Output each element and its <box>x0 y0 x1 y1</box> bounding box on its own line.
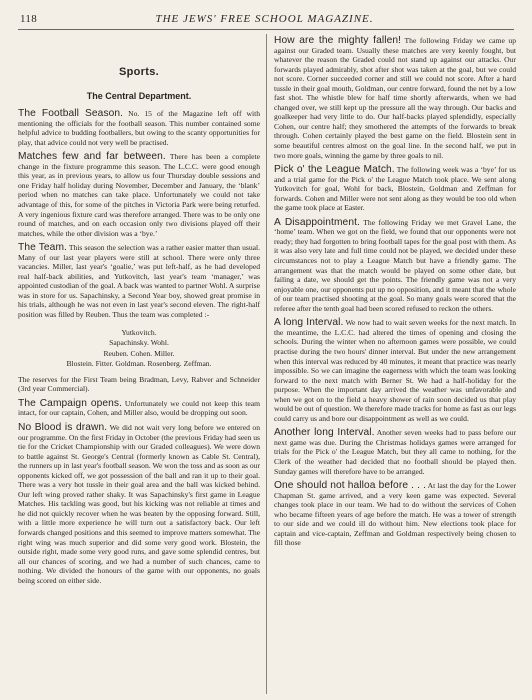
team-line: Reuben. Cohen. Miller. <box>103 348 175 358</box>
paragraph-text: No. 15 of the Magazine left off with mentioning the officials for the football season. This number contained some helpful advice to budding footballers, but owing to the scanty opportunities for play, that advice could not very well be practised. <box>18 109 260 147</box>
right-column <box>274 36 516 553</box>
paragraph-lead: How are the mighty fallen! <box>274 35 402 46</box>
paragraph-text: Unfortunately we could not keep this team intact, for our captain, Cohen, and Miller also, would be dropping out soon. <box>18 398 260 418</box>
paragraph <box>18 423 260 585</box>
column-divider <box>266 34 267 694</box>
paragraph <box>274 318 516 423</box>
paragraph-text: The following Friday we met Gravel Lane, the ‘home’ team. When we got on the field, we found that our opponents were not ready; they had forgotten to bring football tapes for the goal post with them. As it was also very late and full time could not be played, we decided under these circumstances not to play a League Match but have a friendly game. The arrangement was that the match would be played on some other date, but failing a date, we should get the points. The friendly game was not a very enjoyable one, our opponents put up no opposition, and it meant that the whole of our team practised shooting at the goal. So many goals were scored that the referee after the tenth goal had been scored refused to reckon the others. <box>274 217 516 313</box>
paragraph-lead: The Team. <box>18 242 67 254</box>
magazine-title: THE JEWS' FREE SCHOOL MAGAZINE. <box>155 13 374 25</box>
page-header <box>20 10 512 28</box>
paragraph <box>18 109 260 147</box>
paragraph-text: There has been a complete change in the fixture programme this season. The L.C.C. were good enough this year, as in previous years, to allow us four Thursday double sessions and one Friday half holiday during November, December and January, the ‘blank’ period when no matches can take place. Unfortunately we could not take advantage of this, for some of the pitches in Victoria Park were being returfed. A very ingenious fixture card was therefore arranged. There was to be only one round of matches, and on each occasion only two divisions played off their matches, while the other division was a ‘bye.’ <box>18 152 260 238</box>
team-line: Blostein. Fitter. Goldman. Rosenberg. Zeffman. <box>66 359 212 369</box>
team-line: Yutkovitch. <box>121 327 157 337</box>
team-line: Sapachinsky. Wohl. <box>109 338 169 348</box>
paragraph-text: Another seven weeks had to pass before our next game was due. During the Christmas holidays games were arranged for trials for the Pick o' the League Match, but they all came to nothing, for the Clerk of the weather had decided that no football should be played then. Sunday games will therefore have to be arranged. <box>274 428 516 476</box>
paragraph-text: The following Friday we came up against our Graded team. Usually these matches are very keenly fought, but whatever the reason the Graded could not stand up against our attacks. Our forwards played admirably, shot after shot was taken at the goal, but we could not score. Corner succeeded corner and still we could not score. After a hard tussle in their goal mouth, Goldman, our centre forward, found the net by a low fast shot. The whistle blew for half time shortly afterwards, when we had changed over, we still kept up the pressure all the way through. Our backs and goalkeeper had very little to do. Our half-backs played splendidly, especially Cohen, our centre half; they smothered the attempts of the forwards to break through. Cohen certainly played the best game on the field. Blostein sent in some beautiful centres almost on the goal line. In the second half, we put in two more goals, winning the game by three goals to nil. <box>274 36 516 160</box>
paragraph-text: At last the day for the Lower Chapman St. game arrived, and a very keen game was expected. Several changes took place in our team. We had to do without the services of Cohen who became fifteen years of age before the match. He was a tower of strength to our side and we could ill do without him. New elections took place for captain and vice-captain, Zeffman and Goldman respectively being chosen to fill those <box>274 481 517 548</box>
paragraph <box>274 165 516 213</box>
paragraph <box>274 428 516 476</box>
paragraph <box>274 218 516 313</box>
paragraph-text: The reserves for the First Team being Bradman, Levy, Rabver and Schneider (3rd year Commercial). <box>18 374 260 394</box>
paragraph-lead: A Disappointment. <box>274 216 360 228</box>
paragraph <box>18 399 260 418</box>
paragraph-text: We now had to wait seven weeks for the next match. In the meantime, the L.C.C. had altered the times of opening and closing the schools. During the winter when no afternoon games were possible, we could practise during the two hours' dinner interval. But under the new arrangement when this interval was reduced by 40 minutes, it meant that practice was nearly impossible. So we can imagine the eagerness with which the team was looking forward to the next match with Berner St. We had a half-holiday for the purpose. When the important day arrived the weather was unfavorable and when we got on to the field a heavy shower of rain soon decided us that play would be out of question. We therefore made tracks for home as fast as our legs could carry us and bore our disappointment as well as we could. <box>274 318 516 423</box>
paragraph-lead: Pick o' the League Match. <box>274 164 395 176</box>
paragraph-lead: The Campaign opens. <box>18 397 123 409</box>
paragraph-lead: No Blood is drawn. <box>18 421 108 433</box>
paragraph-lead: Another long Interval. <box>274 427 375 439</box>
paragraph-text: We did not wait very long before we entered on our programme. On the first Friday in October (the previous Friday had seen us tie for the Cricket Championship with our Graded colleagues). We were down to battle against St. George's Central (formerly known as Cable St. Central), the runners up in last year's football season. We won the toss and as soon as our opponents kicked off, we got possession of the ball and ran it up to their goal. There was a very hot tussle in their goal area and the ball was kicked behind. Our left wing proved rather shaky. It was Sapachinsky's first game in League Matches. His tackling was good, but his kicking was not reliable at times and he did not quickly recover when he was beaten by the opposing forward. Still, with a little more experience he will turn out a satisfactory back. Our left forwards changed positions and this seemed to improve matters somewhat. The right wing was much superior and did some very good work. Blostein, the outside right, made some very good runs, and gave some splendid centres, but all our chances of scoring, and we had a number of such chances, came to nothing. We divided the honours of the game with our opponents, no goals being scored on either side. <box>18 422 260 585</box>
paragraph <box>18 375 260 394</box>
paragraph-text: The following week was a ‘bye’ for us and a trial game for the Pick o' the League Match took place. We sent along Yutkovitch for goal, Wohl for back, Blostein, Goldman and Zeffman for forwards. Cohen and Miller were not sent along as they would be too old when the game took place at Easter. <box>274 165 516 213</box>
paragraph-lead: One should not halloa before . . . <box>274 480 427 492</box>
paragraph <box>274 36 516 160</box>
team-lineup <box>18 328 260 369</box>
page-number: 118 <box>20 13 37 25</box>
subsection-title: The Central Department. <box>86 90 192 101</box>
paragraph <box>18 152 260 238</box>
paragraph-text: This season the selection was a rather easier matter than usual. Many of our last year players were still at school. There were only three vacancies. Miller, last year's ‘goalie,’ was put left-half, as he had developed real half-back abilities, and Yutkovitch, last year's team ‘manager,’ was appointed custodian of the goal. A back was wanted to partner Wohl. A surprise was in store for us. Sapachinsky, a Second Year boy, showed great promise in his trials, although he was not even in last year's second eleven. The right-half position was filled by Reuben. Thus the team was completed :- <box>18 243 261 320</box>
paragraph <box>18 243 260 319</box>
section-title: Sports. <box>119 66 159 78</box>
paragraph-lead: The Football Season. <box>18 108 124 120</box>
paragraph-lead: Matches few and far between. <box>18 151 166 163</box>
header-rule <box>18 29 514 30</box>
left-column <box>18 36 260 590</box>
paragraph <box>274 481 516 548</box>
paragraph-lead: A long Interval. <box>274 317 344 329</box>
